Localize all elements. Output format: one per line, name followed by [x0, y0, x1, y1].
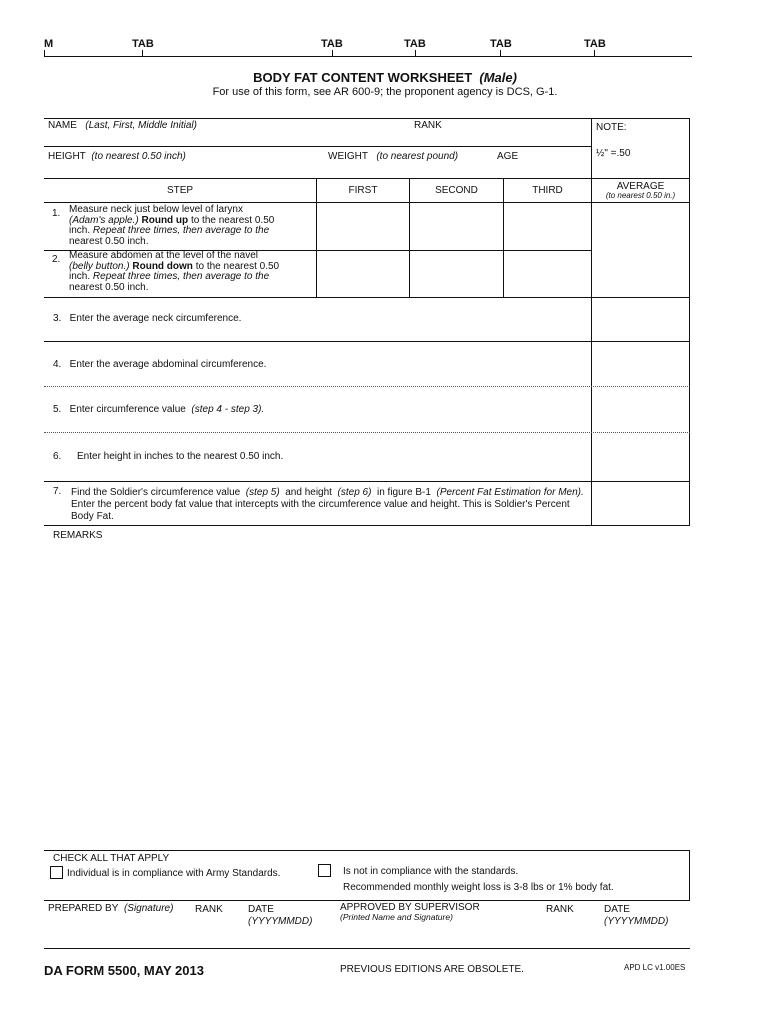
obsolete-notice: PREVIOUS EDITIONS ARE OBSOLETE. [340, 964, 524, 975]
rank2-label: RANK [546, 904, 574, 915]
remarks-label: REMARKS [53, 530, 103, 541]
row-divider [44, 146, 591, 147]
note-column-divider [591, 118, 592, 526]
approved-by-hint: (Printed Name and Signature) [340, 912, 453, 922]
step6-number: 6. [53, 451, 62, 462]
age-input[interactable] [497, 164, 585, 176]
form-identifier: DA FORM 5500, MAY 2013 [44, 963, 204, 978]
weight-label: WEIGHT (to nearest pound) [328, 151, 459, 162]
approved-by-label: APPROVED BY SUPERVISOR [340, 902, 480, 913]
compliance-checkbox[interactable] [50, 866, 63, 879]
section-right-border [689, 850, 690, 901]
compliance-label: Individual is in compliance with Army Standards. [67, 868, 281, 879]
step7-number: 7. [53, 486, 62, 497]
note-value: ½" =.50 [596, 148, 631, 159]
col-first: FIRST [348, 185, 378, 196]
height-input[interactable] [48, 164, 318, 176]
date1-hint: (YYYYMMDD) [248, 916, 313, 927]
remarks-textarea[interactable] [53, 546, 683, 842]
circumference-value-input[interactable] [596, 399, 684, 421]
step5-text: 5. Enter circumference value (step 4 - step 3). [53, 404, 265, 415]
form-subtitle: For use of this form, see AR 600-9; the proponent agency is DCS, G-1. [212, 86, 558, 98]
non-compliance-label: Is not in compliance with the standards. [343, 866, 519, 877]
tab-marker-3: TAB [404, 38, 426, 50]
col-divider [503, 178, 504, 298]
abdomen-third-input[interactable] [507, 258, 587, 286]
row-divider [44, 297, 690, 298]
ruler-tick [44, 50, 45, 56]
check-all-heading: CHECK ALL THAT APPLY [53, 853, 170, 864]
date1-label: DATE [248, 904, 274, 915]
col-step: STEP [166, 185, 194, 196]
col-second: SECOND [435, 185, 478, 196]
percent-body-fat-input[interactable] [596, 492, 684, 518]
col-third: THIRD [532, 185, 563, 196]
date2-label: DATE [604, 904, 630, 915]
row-divider [44, 341, 690, 342]
name-label: NAME (Last, First, Middle Initial) [48, 120, 197, 131]
neck-third-input[interactable] [507, 212, 587, 240]
step1-number: 1. [52, 208, 61, 219]
prepared-by-label: PREPARED BY (Signature) [48, 903, 174, 914]
neck-second-input[interactable] [413, 212, 499, 240]
margin-marker: M [44, 38, 54, 50]
avg-neck-input[interactable] [596, 308, 684, 330]
tab-marker-5: TAB [584, 38, 606, 50]
row-divider [44, 525, 690, 526]
ruler-tick [594, 50, 595, 56]
section-divider [44, 948, 690, 949]
step4-text: 4. Enter the average abdominal circumference. [53, 359, 267, 370]
avg-abdomen-input[interactable] [596, 354, 684, 376]
tab-ruler [44, 56, 692, 57]
ruler-tick [332, 50, 333, 56]
step7-text: Find the Soldier's circumference value (step 5) and height (step 6) in figure B-1 (Percent Fat Estimation for Men). Enter the percent body fat value that intercepts with the circumference value and height. This is Soldier's Percent Body Fat. [71, 487, 584, 522]
step6-text: Enter height in inches to the nearest 0.50 inch. [77, 451, 284, 462]
abdomen-second-input[interactable] [413, 258, 499, 286]
step2-text: Measure abdomen at the level of the navel (belly button.) Round down to the nearest 0.50 inch. Repeat three times, then average to the nearest 0.50 inch. [69, 250, 280, 293]
dotted-divider [44, 432, 690, 433]
height-label: HEIGHT (to nearest 0.50 inch) [48, 151, 186, 162]
rank-label: RANK [414, 120, 442, 131]
preparer-rank-input[interactable] [195, 930, 243, 944]
step3-text: 3. Enter the average neck circumference. [53, 313, 242, 324]
tab-marker-2: TAB [321, 38, 343, 50]
tab-marker-1: TAB [132, 38, 154, 50]
height-inches-input[interactable] [596, 446, 684, 468]
date2-hint: (YYYYMMDD) [604, 916, 669, 927]
table-right-border [689, 118, 690, 526]
prepared-by-signature-input[interactable] [48, 930, 188, 944]
preparer-date-input[interactable] [248, 930, 332, 944]
ruler-tick [142, 50, 143, 56]
ruler-tick [500, 50, 501, 56]
neck-first-input[interactable] [320, 212, 405, 240]
version-label: APD LC v1.00ES [624, 963, 686, 972]
rank-input[interactable] [414, 133, 584, 145]
table-top-border [44, 118, 690, 119]
row-divider [44, 481, 690, 482]
step2-number: 2. [52, 254, 61, 265]
rank1-label: RANK [195, 904, 223, 915]
weight-loss-recommendation: Recommended monthly weight loss is 3-8 lbs or 1% body fat. [343, 882, 614, 893]
supervisor-rank-input[interactable] [546, 930, 598, 944]
step1-text: Measure neck just below level of larynx (Adam's apple.) Round up to the nearest 0.50 inch. Repeat three times, then average to the nearest 0.50 inch. [69, 204, 275, 247]
header-divider [44, 202, 690, 203]
note-label: NOTE: [596, 122, 627, 133]
section-divider [44, 900, 690, 901]
dotted-divider [44, 386, 690, 387]
form-title: BODY FAT CONTENT WORKSHEET (Male) [253, 70, 517, 85]
section-divider [44, 850, 690, 851]
non-compliance-checkbox[interactable] [318, 864, 331, 877]
row-divider [44, 178, 690, 179]
col-divider [409, 178, 410, 298]
col-average: AVERAGE [616, 181, 665, 192]
weight-input[interactable] [328, 164, 488, 176]
col-average-hint: (to nearest 0.50 in.) [605, 191, 676, 200]
abdomen-first-input[interactable] [320, 258, 405, 286]
tab-marker-4: TAB [490, 38, 512, 50]
name-input[interactable] [48, 133, 408, 145]
age-label: AGE [497, 151, 519, 162]
ruler-tick [415, 50, 416, 56]
supervisor-date-input[interactable] [604, 930, 686, 944]
supervisor-signature-input[interactable] [340, 930, 540, 944]
col-divider [316, 178, 317, 298]
